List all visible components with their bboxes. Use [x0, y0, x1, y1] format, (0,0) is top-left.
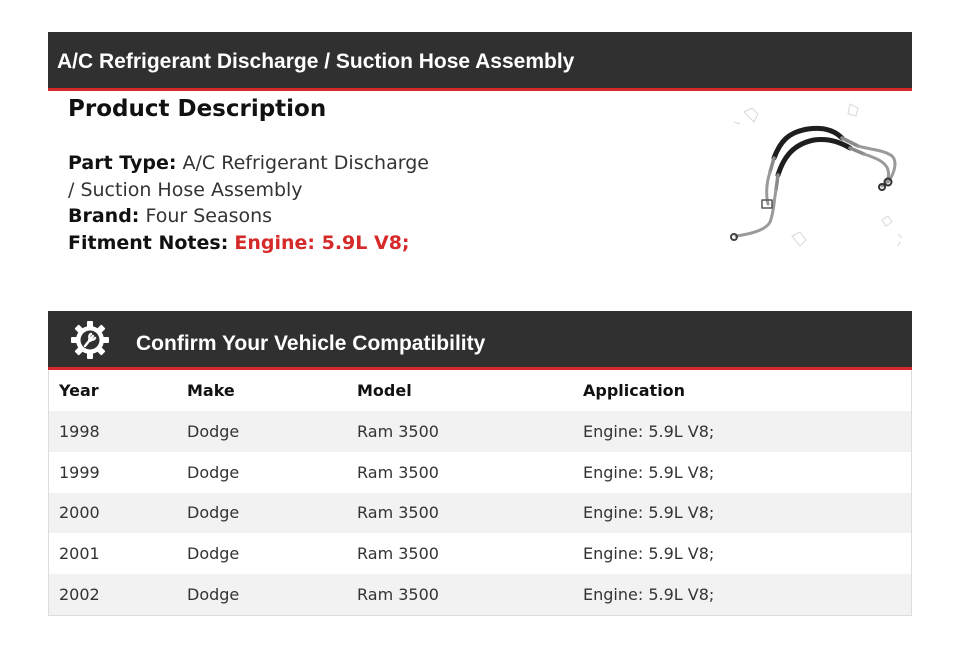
cell-year: 2001: [59, 544, 100, 564]
brand-value: Four Seasons: [145, 205, 273, 227]
column-header-model: Model: [357, 381, 412, 400]
cell-application: Engine: 5.9L V8;: [583, 421, 715, 441]
table-row: [49, 533, 911, 574]
part-type-value: A/C Refrigerant Discharge / Suction Hose Assembly: [68, 152, 429, 201]
cell-model: Ram 3500: [357, 585, 439, 605]
fitment-value: Engine: 5.9L V8;: [234, 231, 410, 254]
title-bar: [48, 32, 912, 91]
cell-year: 1998: [59, 421, 100, 441]
compatibility-table: [48, 370, 912, 616]
cell-make: Dodge: [187, 462, 240, 482]
cell-model: Ram 3500: [357, 544, 439, 564]
cell-make: Dodge: [187, 503, 240, 523]
brand-label: Brand:: [68, 205, 140, 227]
part-type-line: [68, 150, 438, 203]
product-description: [68, 150, 438, 256]
cell-application: Engine: 5.9L V8;: [583, 544, 715, 564]
cell-make: Dodge: [187, 421, 240, 441]
cell-application: Engine: 5.9L V8;: [583, 462, 715, 482]
cell-application: Engine: 5.9L V8;: [583, 585, 715, 605]
column-header-year: Year: [59, 381, 99, 400]
column-header-application: Application: [583, 381, 686, 400]
brand-line: [68, 203, 438, 230]
product-description-heading: Product Description: [68, 96, 327, 122]
table-row: [49, 493, 911, 534]
cell-model: Ram 3500: [357, 503, 439, 523]
table-row: [49, 452, 911, 493]
cell-year: 1999: [59, 462, 100, 482]
cell-make: Dodge: [187, 585, 240, 605]
table-row: [49, 574, 911, 615]
cell-make: Dodge: [187, 544, 240, 564]
page-title: A/C Refrigerant Discharge / Suction Hose Assembly: [57, 50, 575, 73]
gear-wrench-icon: [69, 319, 111, 361]
compatibility-bar: [48, 311, 912, 370]
cell-model: Ram 3500: [357, 462, 439, 482]
cell-year: 2002: [59, 585, 100, 605]
cell-model: Ram 3500: [357, 421, 439, 441]
compatibility-title: Confirm Your Vehicle Compatibility: [136, 332, 486, 355]
table-header-row: [49, 370, 911, 411]
ac-hose-assembly-image: [722, 100, 912, 260]
fitment-label: Fitment Notes:: [68, 231, 229, 254]
table-row: [49, 411, 911, 452]
cell-application: Engine: 5.9L V8;: [583, 503, 715, 523]
part-type-label: Part Type:: [68, 152, 177, 174]
fitment-line: [68, 230, 438, 257]
column-header-make: Make: [187, 381, 235, 400]
cell-year: 2000: [59, 503, 100, 523]
